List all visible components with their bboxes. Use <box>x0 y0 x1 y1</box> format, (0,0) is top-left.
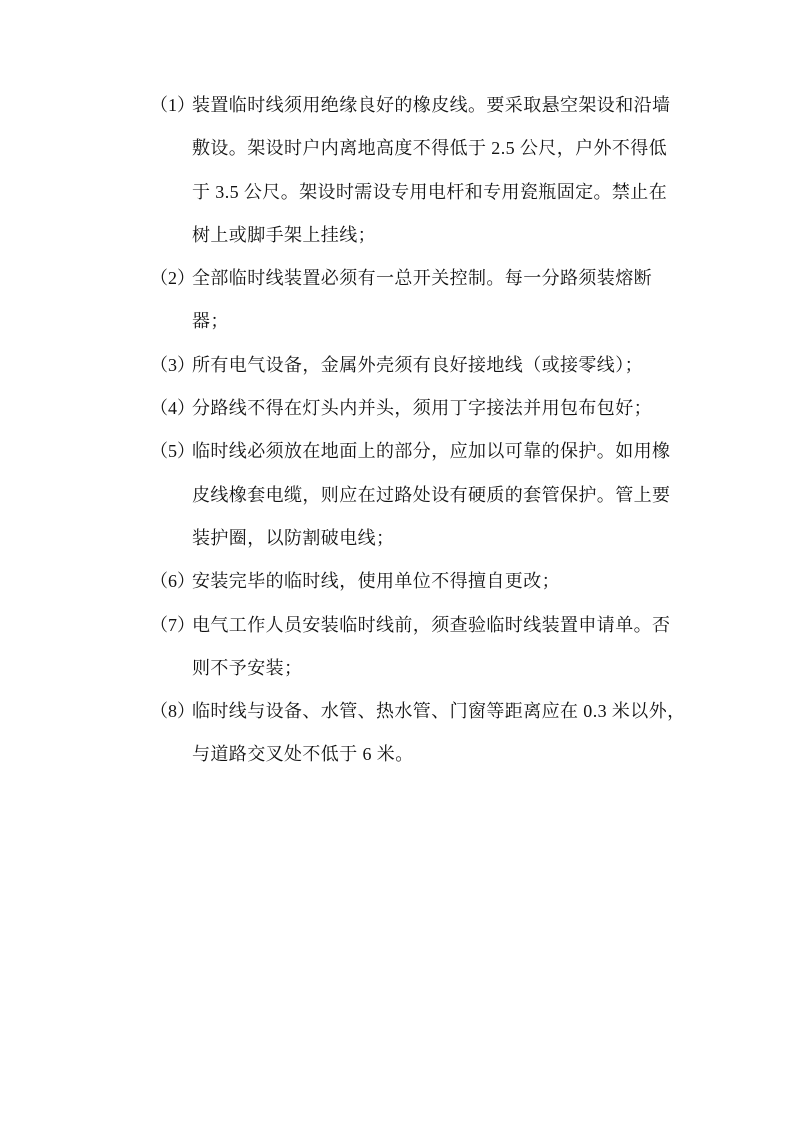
list-marker-4: （4） <box>150 398 195 419</box>
list-line: 全部临时线装置必须有一总开关控制。每一分路须装熔断 <box>192 268 652 289</box>
list-marker-8: （8） <box>150 701 195 722</box>
list-line: 装置临时线须用绝缘良好的橡皮线。要采取悬空架设和沿墙 <box>192 95 671 115</box>
list-marker-6: （6） <box>150 571 195 592</box>
list-marker-5: （5） <box>150 441 195 462</box>
list-line: 器； <box>192 311 229 332</box>
list-line: 敷设。架设时户内离地高度不得低于 2.5 公尺，户外不得低 <box>192 138 668 159</box>
list-line: 皮线橡套电缆，则应在过路处设有硬质的套管保护。管上要 <box>192 484 671 505</box>
list-line: 与道路交叉处不低于 6 米。 <box>192 744 414 765</box>
list-line: 所有电气设备，金属外壳须有良好接地线（或接零线）； <box>192 354 643 375</box>
list-item-6 <box>150 560 710 603</box>
list-line: 分路线不得在灯头内并头，须用丁字接法并用包布包好； <box>192 398 652 419</box>
list-item-8 <box>150 690 710 777</box>
list-item-5 <box>150 430 710 560</box>
list-item-2 <box>150 257 710 344</box>
list-line: 于 3.5 公尺。架设时需设专用电杆和专用瓷瓶固定。禁止在 <box>192 181 668 202</box>
list-line: 临时线必须放在地面上的部分，应加以可靠的保护。如用橡 <box>192 441 671 462</box>
list-item-7 <box>150 604 710 691</box>
list-item-4 <box>150 387 710 430</box>
list-line: 电气工作人员安装临时线前，须查验临时线装置申请单。否 <box>192 614 671 635</box>
list-line: 树上或脚手架上挂线； <box>192 224 376 245</box>
document-body <box>150 84 710 777</box>
list-marker-3: （3） <box>150 354 195 375</box>
list-line: 装护圈，以防割破电线； <box>192 527 395 548</box>
list-marker-1: （1） <box>150 95 195 115</box>
list-line: 临时线与设备、水管、热水管、门窗等距离应在 0.3 米以外， <box>192 701 686 722</box>
list-line: 安装完毕的临时线，使用单位不得擅自更改； <box>192 571 560 592</box>
list-item-3 <box>150 344 710 387</box>
list-line: 则不予安装； <box>192 657 303 678</box>
list-item-1 <box>150 84 710 257</box>
list-marker-7: （7） <box>150 614 195 635</box>
list-marker-2: （2） <box>150 268 195 289</box>
